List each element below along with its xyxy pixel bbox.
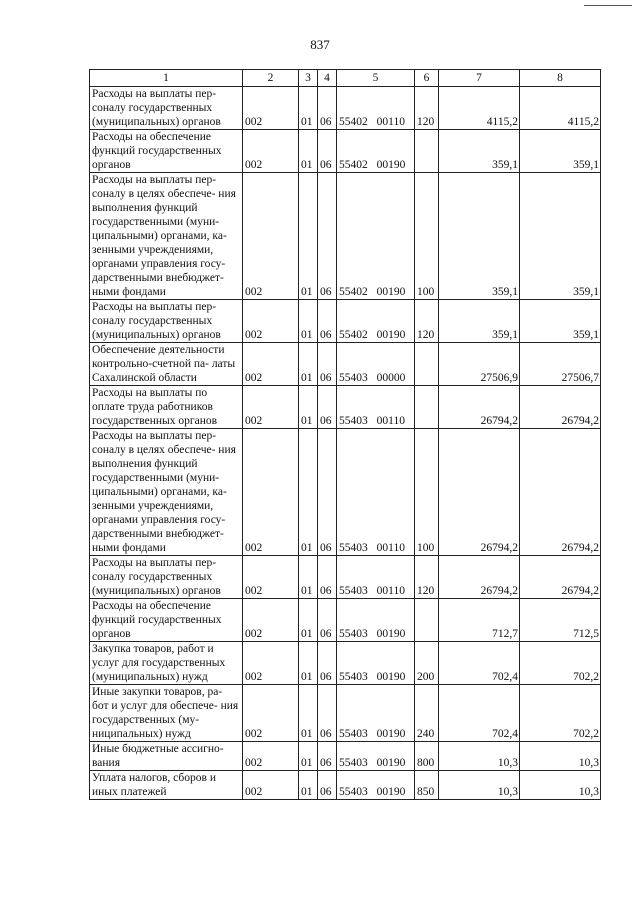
row-subsection-cell: 06 (318, 130, 337, 173)
row-amount-cell: 712,7 (439, 599, 520, 642)
row-name-cell: Расходы на выплаты по оплате труда работников государственных органов (90, 386, 243, 429)
row-article-cell: 55403 00190 (337, 771, 415, 800)
row-amount-cell: 4115,2 (439, 87, 520, 130)
row-type-cell: 120 (415, 87, 439, 130)
row-type-cell: 800 (415, 742, 439, 771)
page-number: 837 (310, 37, 330, 52)
header-cell: 2 (243, 70, 299, 87)
row-code-cell: 002 (243, 685, 299, 742)
header-cell: 1 (90, 70, 243, 87)
row-amount-cell: 359,1 (520, 130, 601, 173)
row-code-cell: 002 (243, 599, 299, 642)
table-row (90, 130, 601, 173)
row-amount-cell: 26794,2 (520, 429, 601, 556)
row-type-cell: 120 (415, 300, 439, 343)
row-amount-cell: 359,1 (439, 300, 520, 343)
header-cell: 8 (520, 70, 601, 87)
row-name-cell: Расходы на выплаты пер- соналу в целях обеспече- ния выполнения функций государственными (муни- ципальными) органами, ка- зенными учреждениями, органами управления госу- дарственными внебюджет- ными фондами (90, 429, 243, 556)
header-cell: 6 (415, 70, 439, 87)
row-article-cell: 55403 00190 (337, 599, 415, 642)
row-code-cell: 002 (243, 429, 299, 556)
row-subsection-cell: 06 (318, 386, 337, 429)
table-row (90, 599, 601, 642)
table-row (90, 685, 601, 742)
row-name-cell: Иные закупки товаров, ра- бот и услуг для обеспече- ния государственных (му- ниципальных) нужд (90, 685, 243, 742)
row-code-cell: 002 (243, 642, 299, 685)
row-amount-cell: 26794,2 (520, 556, 601, 599)
row-section-cell: 01 (299, 429, 318, 556)
row-section-cell: 01 (299, 173, 318, 300)
table-row (90, 742, 601, 771)
row-subsection-cell: 06 (318, 429, 337, 556)
row-name-cell: Обеспечение деятельности контрольно-счетной па- латы Сахалинской области (90, 343, 243, 386)
header-row (90, 70, 601, 87)
row-article-cell: 55402 00190 (337, 173, 415, 300)
budget-table (89, 69, 601, 800)
header-cell: 4 (318, 70, 337, 87)
row-code-cell: 002 (243, 742, 299, 771)
header-cell: 3 (299, 70, 318, 87)
table-row (90, 642, 601, 685)
row-name-cell: Расходы на выплаты пер- соналу государственных (муниципальных) органов (90, 87, 243, 130)
row-section-cell: 01 (299, 87, 318, 130)
row-code-cell: 002 (243, 130, 299, 173)
row-subsection-cell: 06 (318, 556, 337, 599)
row-amount-cell: 359,1 (520, 173, 601, 300)
row-subsection-cell: 06 (318, 642, 337, 685)
row-type-cell: 100 (415, 429, 439, 556)
row-type-cell: 850 (415, 771, 439, 800)
row-amount-cell: 10,3 (439, 771, 520, 800)
row-section-cell: 01 (299, 685, 318, 742)
row-name-cell: Расходы на выплаты пер- соналу государственных (муниципальных) органов (90, 300, 243, 343)
row-article-cell: 55403 00110 (337, 556, 415, 599)
row-name-cell: Расходы на выплаты пер- соналу в целях обеспече- ния выполнения функций государственными (муни- ципальными) органами, ка- зенными учреждениями, органами управления госу- дарственными внебюджет- ными фондами (90, 173, 243, 300)
row-name-cell: Закупка товаров, работ и услуг для государственных (муниципальных) нужд (90, 642, 243, 685)
row-section-cell: 01 (299, 642, 318, 685)
row-subsection-cell: 06 (318, 742, 337, 771)
row-name-cell: Расходы на обеспечение функций государственных органов (90, 599, 243, 642)
row-section-cell: 01 (299, 130, 318, 173)
row-section-cell: 01 (299, 343, 318, 386)
row-article-cell: 55403 00190 (337, 742, 415, 771)
table-row (90, 87, 601, 130)
row-amount-cell: 10,3 (520, 771, 601, 800)
table-row (90, 556, 601, 599)
row-amount-cell: 26794,2 (520, 386, 601, 429)
header-cell: 5 (337, 70, 415, 87)
row-code-cell: 002 (243, 173, 299, 300)
row-amount-cell: 4115,2 (520, 87, 601, 130)
row-amount-cell: 26794,2 (439, 429, 520, 556)
row-subsection-cell: 06 (318, 300, 337, 343)
row-section-cell: 01 (299, 771, 318, 800)
row-article-cell: 55402 00190 (337, 130, 415, 173)
table-row (90, 300, 601, 343)
row-type-cell: 240 (415, 685, 439, 742)
row-article-cell: 55402 00110 (337, 87, 415, 130)
row-amount-cell: 27506,7 (520, 343, 601, 386)
row-amount-cell: 27506,9 (439, 343, 520, 386)
table-row (90, 429, 601, 556)
row-code-cell: 002 (243, 343, 299, 386)
row-article-cell: 55403 00110 (337, 386, 415, 429)
row-article-cell: 55403 00190 (337, 685, 415, 742)
row-amount-cell: 702,2 (520, 685, 601, 742)
row-code-cell: 002 (243, 386, 299, 429)
row-code-cell: 002 (243, 87, 299, 130)
row-subsection-cell: 06 (318, 343, 337, 386)
row-amount-cell: 359,1 (520, 300, 601, 343)
row-amount-cell: 702,4 (439, 642, 520, 685)
row-subsection-cell: 06 (318, 173, 337, 300)
corner-rule (584, 5, 632, 6)
row-code-cell: 002 (243, 300, 299, 343)
row-amount-cell: 10,3 (520, 742, 601, 771)
row-name-cell: Расходы на обеспечение функций государственных органов (90, 130, 243, 173)
row-type-cell: 200 (415, 642, 439, 685)
row-article-cell: 55403 00110 (337, 429, 415, 556)
row-article-cell: 55402 00190 (337, 300, 415, 343)
row-type-cell (415, 386, 439, 429)
row-name-cell: Уплата налогов, сборов и иных платежей (90, 771, 243, 800)
table-body (90, 87, 601, 800)
row-amount-cell: 26794,2 (439, 386, 520, 429)
row-amount-cell: 359,1 (439, 130, 520, 173)
table-row (90, 343, 601, 386)
row-type-cell (415, 130, 439, 173)
row-code-cell: 002 (243, 556, 299, 599)
row-amount-cell: 10,3 (439, 742, 520, 771)
row-subsection-cell: 06 (318, 87, 337, 130)
row-section-cell: 01 (299, 599, 318, 642)
row-name-cell: Расходы на выплаты пер- соналу государственных (муниципальных) органов (90, 556, 243, 599)
row-section-cell: 01 (299, 386, 318, 429)
row-amount-cell: 359,1 (439, 173, 520, 300)
row-subsection-cell: 06 (318, 599, 337, 642)
table-row (90, 173, 601, 300)
row-section-cell: 01 (299, 300, 318, 343)
row-amount-cell: 702,2 (520, 642, 601, 685)
row-amount-cell: 26794,2 (439, 556, 520, 599)
row-article-cell: 55403 00190 (337, 642, 415, 685)
row-amount-cell: 702,4 (439, 685, 520, 742)
row-section-cell: 01 (299, 742, 318, 771)
header-cell: 7 (439, 70, 520, 87)
row-name-cell: Иные бюджетные ассигно- вания (90, 742, 243, 771)
row-section-cell: 01 (299, 556, 318, 599)
row-amount-cell: 712,5 (520, 599, 601, 642)
row-type-cell: 100 (415, 173, 439, 300)
table-row (90, 386, 601, 429)
row-type-cell (415, 599, 439, 642)
row-type-cell (415, 343, 439, 386)
row-subsection-cell: 06 (318, 685, 337, 742)
row-subsection-cell: 06 (318, 771, 337, 800)
row-code-cell: 002 (243, 771, 299, 800)
table-row (90, 771, 601, 800)
row-type-cell: 120 (415, 556, 439, 599)
row-article-cell: 55403 00000 (337, 343, 415, 386)
